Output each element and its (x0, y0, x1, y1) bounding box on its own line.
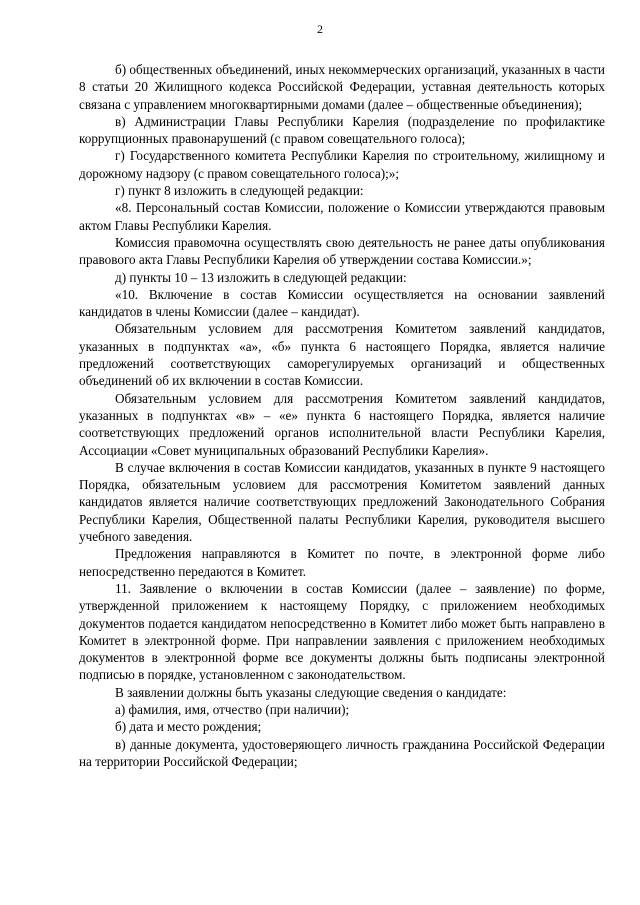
paragraph: а) фамилия, имя, отчество (при наличии); (115, 701, 350, 717)
document-body (79, 61, 605, 770)
paragraph: б) общественных объединений, иных некоммерческих организаций, указанных в части 8 статьи 20 Жилищного кодекса Российской Федерации, уставная деятельность которых связана с управлением многоквартирными домами (далее – общественные объединения); (79, 62, 605, 112)
paragraph: Обязательным условием для рассмотрения Комитетом заявлений кандидатов, указанных в подпунктах «в» – «е» пункта 6 настоящего Порядка, является наличие соответствующих предложений органов исполнительной власти Республики Карелия, Ассоциации «Совет муниципальных образований Республики Карелия». (79, 390, 605, 458)
paragraph: б) дата и место рождения; (115, 719, 262, 735)
paragraph: д) пункты 10 – 13 изложить в следующей редакции: (115, 269, 407, 285)
paragraph: «8. Персональный состав Комиссии, положение о Комиссии утверждаются правовым актом Главы Республики Карелия. (79, 200, 605, 233)
paragraph: Комиссия правомочна осуществлять свою деятельность не ранее даты опубликования правового акта Главы Республики Карелия об утверждении состава Комиссии.»; (79, 234, 605, 268)
paragraph: Обязательным условием для рассмотрения Комитетом заявлений кандидатов, указанных в подпунктах «а», «б» пункта 6 настоящего Порядка, является наличие предложений соответствующих саморегулируемых организаций и общественных объединений об их включении в состав Комиссии. (79, 321, 605, 389)
paragraph: г) Государственного комитета Республики Карелия по строительному, жилищному и дорожному надзору (с правом совещательного голоса);»; (79, 148, 605, 181)
paragraph: г) пункт 8 изложить в следующей редакции: (115, 183, 364, 199)
paragraph: «10. Включение в состав Комиссии осуществляется на основании заявлений кандидатов в члены Комиссии (далее – кандидат). (79, 286, 605, 320)
paragraph: Предложения направляются в Комитет по почте, в электронной форме либо непосредственно передаются в Комитет. (79, 546, 605, 579)
paragraph: 11. Заявление о включении в состав Комиссии (далее – заявление) по форме, утвержденной приложением к настоящему Порядку, с приложением необходимых документов подается кандидатом непосредственно в Комитет либо может быть направлено в Комитет в электронной форме. При направлении заявления с приложением необходимых документов в электронной форме все документы должны быть подписаны электронной подписью в порядке, установленном с законодательством. (79, 580, 605, 683)
paragraph: В заявлении должны быть указаны следующие сведения о кандидате: (115, 684, 507, 700)
page-number: 2 (317, 22, 323, 36)
paragraph: В случае включения в состав Комиссии кандидатов, указанных в пункте 9 настоящего Порядка, обязательным условием для рассмотрения Комитетом заявлений данных кандидатов является наличие соответствующих предложений Законодательного Собрания Республики Карелия, Общественной палаты Республики Карелия, руководителя высшего учебного заведения. (79, 459, 605, 545)
paragraph: в) данные документа, удостоверяющего личность гражданина Российской Федерации на территории Российской Федерации; (79, 736, 605, 769)
paragraph: в) Администрации Главы Республики Карелия (подразделение по профилактике коррупционных правонарушений (с правом совещательного голоса); (79, 113, 605, 147)
